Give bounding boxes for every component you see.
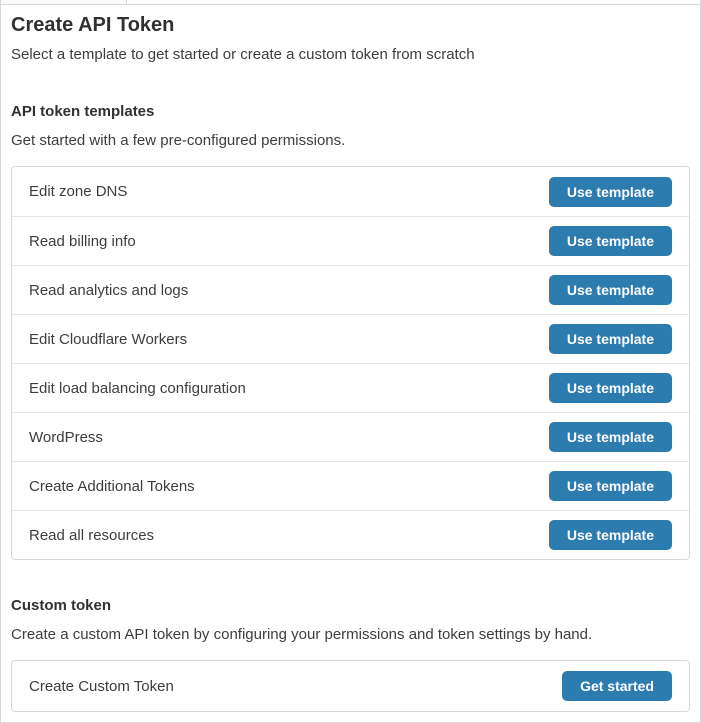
template-row [12,363,689,412]
page-subtitle: Select a template to get started or create a custom token from scratch [11,46,475,63]
use-template-button[interactable]: Use template [549,520,672,550]
custom-token-description: Create a custom API token by configuring your permissions and token settings by hand. [11,626,593,643]
template-label: Edit zone DNS [29,183,128,200]
use-template-button[interactable]: Use template [549,422,672,452]
get-started-button[interactable]: Get started [562,671,672,701]
templates-section-description: Get started with a few pre-configured permissions. [11,132,346,149]
use-template-button[interactable]: Use template [549,324,672,354]
template-row [12,510,689,559]
tab-bar-remnant [1,0,700,5]
template-label: Create Additional Tokens [29,477,195,495]
template-label: Edit load balancing configuration [29,379,246,397]
template-row [12,461,689,510]
custom-token-heading: Custom token [11,597,112,614]
template-label: Read all resources [29,526,155,544]
template-label: Read billing info [29,232,136,250]
template-list [11,166,690,560]
template-row [12,265,689,314]
use-template-button[interactable]: Use template [549,226,672,256]
use-template-button[interactable]: Use template [549,275,672,305]
template-label: WordPress [29,428,103,446]
page-title: Create API Token [11,14,175,36]
page-content [1,12,700,712]
tab-stub [1,0,127,4]
template-row [12,216,689,265]
custom-token-label: Create Custom Token [29,677,174,695]
template-row [12,314,689,363]
template-row [12,412,689,461]
template-label: Edit Cloudflare Workers [29,330,188,348]
use-template-button[interactable]: Use template [549,373,672,403]
template-row [12,167,689,216]
use-template-button[interactable]: Use template [549,177,672,207]
template-label: Read analytics and logs [29,281,189,299]
templates-section-heading: API token templates [11,103,155,120]
use-template-button[interactable]: Use template [549,471,672,501]
custom-token-row [11,660,690,712]
